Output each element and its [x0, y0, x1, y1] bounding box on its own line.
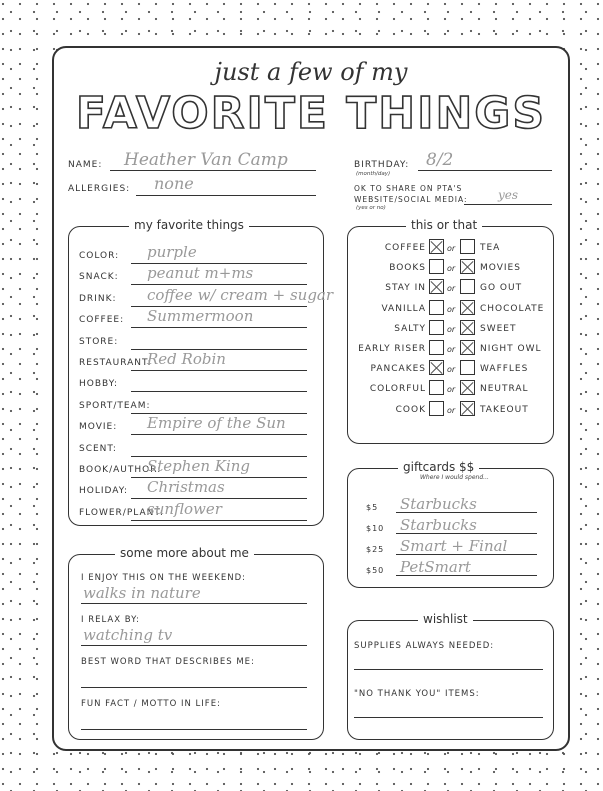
option-left-checkbox[interactable]: [429, 239, 444, 254]
more-line: [81, 729, 307, 730]
giftcards-subtitle: Where I would spend...: [420, 474, 489, 481]
or-text: or: [447, 244, 456, 253]
share-label-1: OK TO SHARE ON PTA'S: [354, 184, 463, 193]
favorite-row: [69, 500, 323, 522]
giftcard-line: [396, 512, 537, 513]
this-or-that-row: [348, 259, 553, 277]
option-left-label: SALTY: [394, 323, 426, 334]
favorite-label: STORE:: [79, 336, 119, 347]
option-right-label: MOVIES: [480, 263, 521, 274]
or-text: or: [447, 385, 456, 395]
wishlist-line: [354, 717, 543, 718]
favorite-label: SCENT:: [79, 443, 117, 454]
allergies-value[interactable]: none: [154, 174, 194, 193]
favorite-row: [69, 329, 323, 351]
wishlist-line: [354, 669, 543, 670]
or-text: or: [447, 365, 456, 375]
option-left-label: BOOKS: [389, 263, 426, 274]
option-right-label: CHOCOLATE: [480, 303, 545, 314]
favorite-row: [69, 414, 323, 436]
favorite-value[interactable]: peanut m+ms: [147, 264, 254, 283]
favorite-value[interactable]: Summermoon: [147, 307, 254, 326]
or-text: or: [447, 405, 456, 415]
this-or-that-title: this or that: [406, 218, 482, 232]
option-left-checkbox[interactable]: [429, 279, 444, 294]
giftcard-amount: $50: [366, 566, 385, 575]
giftcard-value[interactable]: PetSmart: [400, 558, 471, 576]
or-text: or: [447, 284, 456, 294]
share-sub: (yes or no): [356, 205, 386, 211]
or-text: or: [447, 304, 456, 314]
option-right-checkbox[interactable]: [460, 320, 475, 335]
favorite-label: SPORT/TEAM:: [79, 400, 151, 411]
favorite-row: [69, 436, 323, 458]
favorite-label: BOOK/AUTHOR:: [79, 465, 162, 475]
option-right-label: TEA: [480, 243, 501, 253]
favorite-row: [69, 285, 334, 308]
wishlist-label: "NO THANK YOU" ITEMS:: [354, 689, 480, 699]
more-line: [81, 603, 307, 604]
favorite-label: SNACK:: [79, 272, 119, 283]
option-left-label: STAY IN: [385, 283, 426, 294]
this-or-that-row: [348, 320, 553, 338]
favorite-label: FLOWER/PLANT:: [79, 507, 164, 518]
favorite-label: COFFEE:: [79, 315, 125, 326]
option-right-checkbox[interactable]: [460, 360, 475, 375]
wishlist-label: SUPPLIES ALWAYS NEEDED:: [354, 641, 495, 651]
giftcard-line: [396, 533, 537, 534]
this-or-that-box: [347, 218, 554, 444]
favorite-label: COLOR:: [79, 251, 120, 261]
favorite-row: [69, 393, 323, 415]
more-row: [69, 699, 323, 739]
favorite-row: [69, 478, 323, 500]
allergies-label: ALLERGIES:: [68, 184, 131, 194]
more-line: [81, 645, 307, 646]
more-row: [69, 573, 323, 613]
name-line: [110, 170, 316, 171]
giftcards-box: [347, 460, 554, 588]
favorite-row: [69, 264, 323, 286]
favorite-value[interactable]: Red Robin: [147, 350, 226, 368]
more-row: [69, 615, 323, 655]
option-right-checkbox[interactable]: [460, 279, 475, 294]
this-or-that-row: [348, 401, 553, 419]
favorite-label: MOVIE:: [79, 422, 118, 433]
wishlist-box: [347, 612, 554, 740]
favorite-row: [69, 371, 323, 393]
option-right-label: WAFFLES: [480, 364, 529, 375]
option-right-checkbox[interactable]: [460, 259, 475, 274]
favorites-title: my favorite things: [129, 218, 249, 232]
option-left-checkbox[interactable]: [429, 340, 444, 355]
favorite-row: [69, 350, 323, 372]
share-value[interactable]: yes: [498, 188, 519, 202]
more-label: BEST WORD THAT DESCRIBES ME:: [81, 657, 255, 667]
wishlist-row: [348, 641, 553, 681]
option-left-checkbox[interactable]: [429, 360, 444, 375]
favorite-label: DRINK:: [79, 293, 117, 304]
option-right-checkbox[interactable]: [460, 340, 475, 355]
option-left-checkbox[interactable]: [429, 380, 444, 395]
more-value[interactable]: watching tv: [83, 626, 173, 644]
share-line: [464, 204, 552, 205]
option-left-label: PANCAKES: [370, 364, 426, 375]
favorite-value[interactable]: Empire of the Sun: [147, 414, 286, 433]
favorite-value[interactable]: purple: [147, 243, 197, 261]
giftcard-row: [348, 516, 553, 536]
favorite-label: HOBBY:: [79, 379, 119, 390]
birthday-value[interactable]: 8/2: [426, 150, 454, 170]
giftcard-amount: $5: [366, 503, 379, 512]
more-label: FUN FACT / MOTTO IN LIFE:: [81, 699, 221, 709]
main-title: FAVORITE THINGS: [75, 88, 547, 139]
giftcard-value[interactable]: Starbucks: [400, 495, 477, 513]
allergies-line: [136, 195, 316, 196]
this-or-that-row: [348, 239, 553, 257]
this-or-that-row: [348, 380, 553, 398]
giftcard-line: [396, 575, 537, 576]
script-title: just a few of my: [214, 58, 408, 86]
giftcard-row: [348, 495, 553, 515]
share-label-2: WEBSITE/SOCIAL MEDIA:: [354, 195, 468, 204]
favorite-row: [69, 243, 323, 265]
giftcard-amount: $10: [366, 524, 385, 533]
or-text: or: [447, 264, 456, 274]
name-value[interactable]: Heather Van Camp: [124, 150, 288, 170]
birthday-line: [418, 170, 552, 171]
favorites-box: [68, 218, 334, 526]
option-right-label: TAKEOUT: [480, 404, 529, 415]
option-left-label: COLORFUL: [369, 384, 426, 395]
option-right-checkbox[interactable]: [460, 300, 475, 315]
option-left-label: COOK: [395, 404, 426, 415]
wishlist-row: [348, 689, 553, 729]
option-right-label: SWEET: [480, 323, 517, 334]
this-or-that-row: [348, 340, 553, 358]
favorite-value[interactable]: coffee w/ cream + sugar: [147, 285, 334, 304]
birthday-sub: (month/day): [356, 171, 391, 177]
favorite-value[interactable]: Christmas: [147, 478, 225, 497]
option-left-checkbox[interactable]: [429, 401, 444, 416]
option-left-label: VANILLA: [381, 303, 426, 314]
giftcard-row: [348, 537, 553, 557]
favorite-line: [131, 520, 307, 521]
giftcard-value[interactable]: Smart + Final: [400, 537, 508, 555]
giftcard-amount: $25: [366, 545, 385, 554]
giftcard-row: [348, 558, 553, 578]
option-right-checkbox[interactable]: [460, 380, 475, 395]
more-value[interactable]: walks in nature: [83, 584, 201, 602]
favorite-row: [69, 457, 323, 479]
option-left-checkbox[interactable]: [429, 320, 444, 335]
option-left-label: EARLY RISER: [358, 344, 426, 354]
more-title: some more about me: [115, 546, 254, 560]
more-line: [81, 687, 307, 688]
giftcard-value[interactable]: Starbucks: [400, 516, 477, 534]
favorite-row: [69, 307, 323, 329]
favorite-value[interactable]: Stephen King: [147, 457, 251, 475]
more-row: [69, 657, 323, 697]
this-or-that-row: [348, 279, 553, 297]
giftcards-title: giftcards $$: [398, 460, 479, 474]
more-box: [68, 546, 324, 740]
or-text: or: [447, 345, 456, 354]
option-left-checkbox[interactable]: [429, 259, 444, 274]
favorite-value[interactable]: sunflower: [147, 499, 222, 518]
name-label: NAME:: [68, 160, 103, 170]
form-sheet: [52, 46, 570, 751]
wishlist-title: wishlist: [418, 612, 473, 626]
more-label: I ENJOY THIS ON THE WEEKEND:: [81, 573, 247, 583]
option-left-checkbox[interactable]: [429, 300, 444, 315]
favorite-label: RESTAURANT:: [79, 358, 152, 368]
option-right-checkbox[interactable]: [460, 401, 475, 416]
option-left-label: COFFEE: [384, 243, 426, 253]
this-or-that-row: [348, 360, 553, 378]
giftcard-line: [396, 554, 537, 555]
favorite-label: HOLIDAY:: [79, 486, 129, 497]
or-text: or: [447, 324, 456, 334]
option-right-label: NEUTRAL: [480, 384, 529, 395]
birthday-label: BIRTHDAY:: [354, 160, 410, 170]
this-or-that-row: [348, 300, 553, 318]
option-right-label: GO OUT: [480, 283, 523, 294]
more-label: I RELAX BY:: [81, 615, 141, 625]
option-right-label: NIGHT OWL: [480, 344, 542, 354]
option-right-checkbox[interactable]: [460, 239, 475, 254]
